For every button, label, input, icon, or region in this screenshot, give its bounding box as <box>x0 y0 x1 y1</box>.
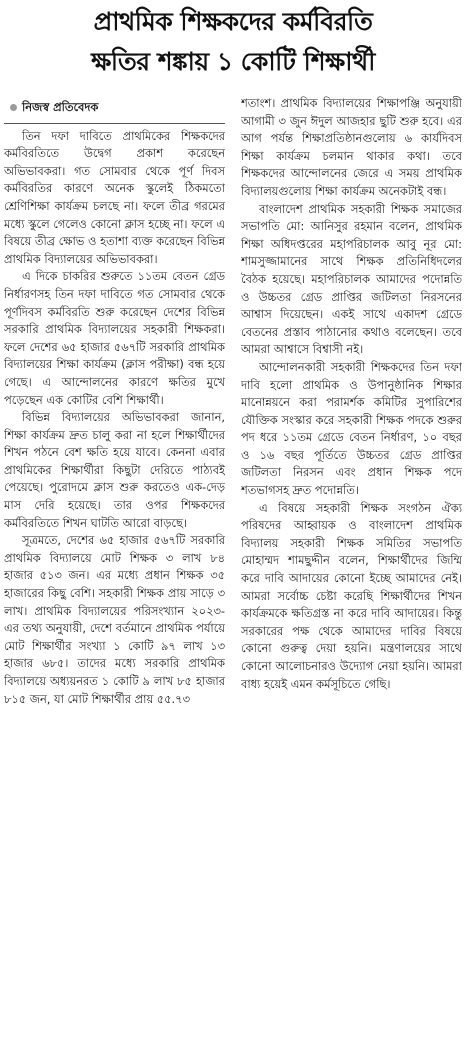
paragraph: এ বিষয়ে সহকারী শিক্ষক সংগঠন ঐক্য পরিষদের আহ্বায়ক ও বাংলাদেশ প্রাথমিক বিদ্যালয় সহকারী শিক্ষক সমিতির সভাপতি মোহাম্মদ শামছুদ্দীন বলেন, শিক্ষার্থীদের জিম্মি করে দাবি আদায়ের কোনো ইচ্ছে আমাদের নেই। আমরা সর্বোচ্চ চেষ্টা করেছি শিক্ষার্থীদের শিখন কার্যক্রমকে ক্ষতিগ্রস্ত না করে দাবি আদায়ের। কিন্তু সরকারের পক্ষ থেকে আমাদের দাবির বিষয়ে কোনো গুরুত্ব দেয়া হয়নি। মন্ত্রণালয়ের সাথে কোনো আলোচনারও উদ্যোগ নেয়া হয়নি। আমরা বাধ্য হয়েই এমন কর্মসূচিতে গেছি। <box>241 500 462 691</box>
byline <box>10 99 225 117</box>
column-left <box>4 95 225 1062</box>
paragraph: আন্দোলনকারী সহকারী শিক্ষকদের তিন দফা দাবি হলো প্রাথমিক ও উপানুষ্ঠানিক শিক্ষার মানোন্নয়নে করা পরামর্শক কমিটির সুপারিশের যৌক্তিক সংস্কার করে সহকারী শিক্ষক পদকে শুরুর পদ ধরে ১১তম গ্রেডে বেতন নির্ধারণ, ১০ বছর ও ১৬ বছর পূর্তিতে উচ্চতর গ্রেড প্রাপ্তির জটিলতা নিরসন এবং প্রধান শিক্ষক পদে শতভাগসহ দ্রুত পদোন্নতি। <box>241 359 462 498</box>
bullet-icon <box>10 104 17 111</box>
article-body <box>4 95 462 1062</box>
byline-text: নিজস্ব প্রতিবেদক <box>22 100 99 114</box>
paragraph: বাংলাদেশ প্রাথমিক সহকারী শিক্ষক সমাজের সভাপতি মো: আনিসুর রহমান বলেন, প্রাথমিক শিক্ষা অধিদপ্তরের মহাপরিচালক আবু নূর মো: শামসুজ্জামানের সাথে শিক্ষক প্রতিনিধিদলের বৈঠক হয়েছে। মহাপরিচালক আমাদের পদোন্নতি ও উচ্চতর গ্রেড প্রাপ্তির জটিলতা নিরসনের আশ্বাস দিয়েছেন। একই সাথে একাদশ গ্রেডে বেতনের প্রস্তাব পাঠানোর কথাও বলেছেন। তবে আমরা আশ্বাসে বিশ্বাসী নই। <box>241 201 462 357</box>
headline <box>0 2 466 82</box>
headline-line-2: ক্ষতির শঙ্কায় ১ কোটি শিক্ষার্থী <box>91 47 375 76</box>
column-right <box>241 95 462 1062</box>
divider <box>4 123 225 124</box>
paragraph: বিভিন্ন বিদ্যালয়ের অভিভাবকরা জানান, শিক্ষা কার্যক্রম দ্রুত চালু করা না হলে শিক্ষার্থীদের শিখন পঠনে বেশ ক্ষতি হয়ে যাবে। কেননা এবার প্রাথমিকের শিক্ষার্থীরা কিছুটা দেরিতে পাঠ্যবই পেয়েছে। পুরোদমে ক্লাস শুরু করতেও এক-দেড় মাস দেরি হয়েছে। তার ওপর শিক্ষকদের কর্মবিরতিতে শিখন ঘাটতি আরো বাড়ছে। <box>4 410 225 530</box>
paragraph: সূত্রমতে, দেশের ৬৫ হাজার ৫৬৭টি সরকারি প্রাথমিক বিদ্যালয়ে মোট শিক্ষক ৩ লাখ ৮৪ হাজার ৫১৩ জন। এর মধ্যে প্রধান শিক্ষক ৩৫ হাজারের কিছু বেশি। সহকারী শিক্ষক প্রায় সাড়ে ৩ লাখ। প্রাথমিক বিদ্যালয়ের পরিসংখ্যান ২০২৩-এর তথ্য অনুযায়ী, দেশে বর্তমানে প্রাথমিক পর্যায়ে মোট শিক্ষার্থীর সংখ্যা ১ কোটি ৯৭ লাখ ১৩ হাজার ৬৮৫। তাদের মধ্যে সরকারি প্রাথমিক বিদ্যালয়ে অধ্যয়নরত ১ কোটি ৯ লাখ ৮৫ হাজার ৮১৫ জন, যা মোট শিক্ষার্থীর প্রায় ৫৫.৭৩ <box>4 533 225 706</box>
paragraph: এ দিকে চাকরির শুরুতে ১১তম বেতন গ্রেড নির্ধারণসহ তিন দফা দাবিতে গত সোমবার থেকে পূর্ণদিবস কর্মবিরতি শুরু করেছেন দেশের বিভিন্ন সরকারি প্রাথমিক বিদ্যালয়ের সহকারী শিক্ষকরা। ফলে দেশের ৬৫ হাজার ৫৬৭টি সরকারি প্রাথমিক বিদ্যালয়ের শিক্ষা কার্যক্রম (ক্লাস পরীক্ষা) বন্ধ হয়ে গেছে। এ আন্দোলনের কারণে ক্ষতির মুখে পড়েছেন এক কোটির বেশি শিক্ষার্থী। <box>4 269 225 407</box>
paragraph: তিন দফা দাবিতে প্রাথমিকের শিক্ষকদের কর্মবিরতিতে উদ্বেগ প্রকাশ করেছেন অভিভাবকরা। গত সোমবার থেকে পূর্ণ দিবস কর্মবিরতির কারণে অনেক স্কুলেই ঠিকমতো শ্রেণিশিক্ষা কার্যক্রম চলছে না। ফলে তীব্র গরমের মধ্যে স্কুলে গেলেও কোনো ক্লাস হচ্ছে না। ফলে এ বিষয়ে তীব্র ক্ষোভ ও হতাশা ব্যক্ত করেছেন বিভিন্ন প্রাথমিক বিদ্যালয়ের অভিভাবকরা। <box>4 128 225 266</box>
headline-line-1: প্রাথমিক শিক্ষকদের কর্মবিরতি <box>93 7 373 36</box>
paragraph: শতাংশ। প্রাথমিক বিদ্যালয়ের শিক্ষাপঞ্জি অনুযায়ী আগামী ৩ জুন ঈদুল আজহার ছুটি শুরু হবে। এর আগ পর্যন্ত শিক্ষাপ্রতিষ্ঠানগুলোয় ৬ কার্যদিবস শিক্ষা কার্যক্রম চলমান থাকার কথা। তবে শিক্ষকদের আন্দোলনের জেরে এ সময় প্রাথমিক বিদ্যালয়গুলোয় শিক্ষা কার্যক্রম অনেকটাই বন্ধ। <box>241 96 462 198</box>
